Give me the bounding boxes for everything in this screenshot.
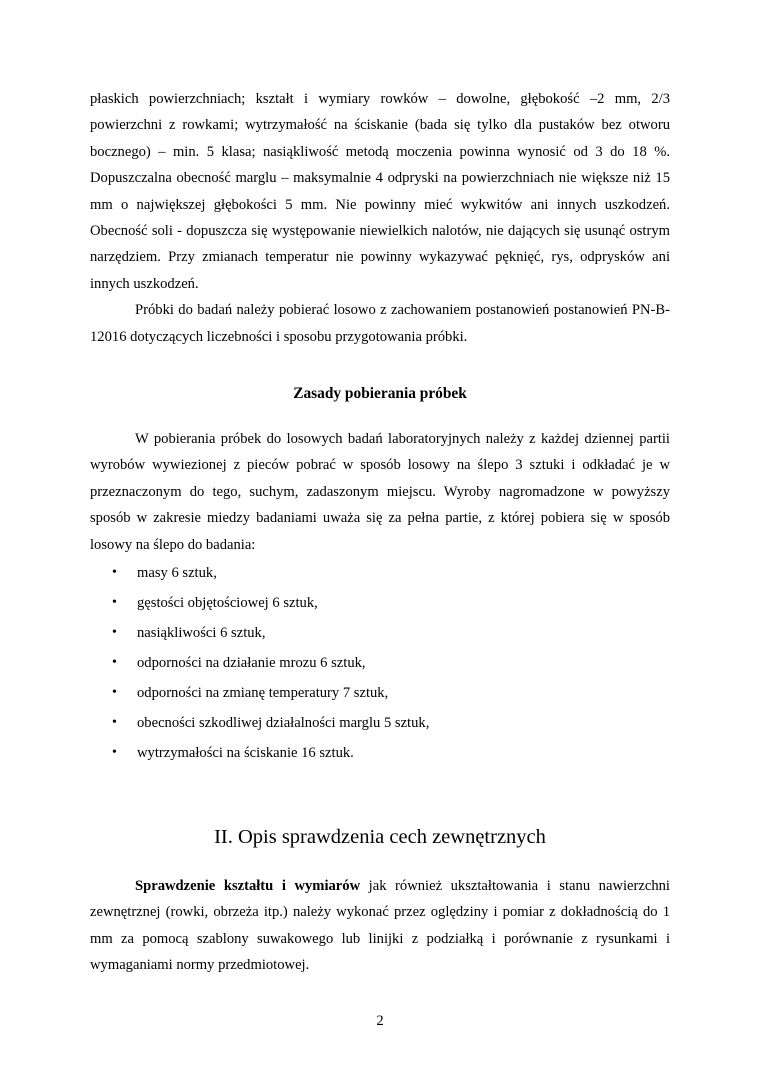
bullet-icon: • xyxy=(112,565,117,580)
bullet-icon: • xyxy=(112,625,117,640)
list-item: • nasiąkliwości 6 sztuk, xyxy=(90,620,650,650)
list-item: • obecności szkodliwej działalności marglu 5 sztuk, xyxy=(90,710,650,740)
list-item: • odporności na działanie mrozu 6 sztuk, xyxy=(90,650,650,680)
paragraph-shape-dimensions-text: jak również ukształtowania i stanu nawierzchni zewnętrznej (rowki, obrzeża itp.) należy wykonać przez oględziny i pomiar z dokładnością do 1 mm za pomocą szablony suwakowego lub linijki z podziałką i porównanie z rysunkami i wymaganiami normy przedmiotowej. xyxy=(90,878,670,974)
heading-section-2: II. Opis sprawdzenia cech zewnętrznych xyxy=(214,826,546,848)
paragraph-material-requirements: płaskich powierzchniach; kształt i wymiary rowków – dowolne, głębokość –2 mm, 2/3 powierzchni z rowkami; wytrzymałość na ściskanie (bada się tylko dla pustaków bez otworu bocznego) – min. 5 klasa; nasiąkliwość metodą moczenia powinna wynosić od 3 do 18 %. Dopuszczalna obecność marglu – maksymalnie 4 odpryski na powierzchniach nie większe niż 15 mm o największej głębokości 5 mm. Nie powinny mieć wykwitów ani innych uszkodzeń. Obecność soli - dopuszcza się występowanie niewielkich nalotów, nie dających się usunąć ostrym narzędziem. Przy zmianach temperatur nie powinny wykazywać pęknięć, rys, odprysków ani innych uszkodzeń. xyxy=(90,91,670,292)
page-number: 2 xyxy=(376,1013,384,1029)
paragraph-block-2 xyxy=(90,426,670,558)
bullet-icon: • xyxy=(112,655,117,670)
paragraph-shape-dimensions xyxy=(90,873,670,979)
bullet-icon: • xyxy=(112,715,117,730)
list-item: • masy 6 sztuk, xyxy=(90,560,650,590)
list-item: • wytrzymałości na ściskanie 16 sztuk. xyxy=(90,740,650,770)
list-item: • gęstości objętościowej 6 sztuk, xyxy=(90,590,650,620)
list-item: • odporności na zmianę temperatury 7 sztuk, xyxy=(90,680,650,710)
bold-lead-phrase: Sprawdzenie kształtu i wymiarów xyxy=(135,878,361,894)
paragraph-sampling-norm: Próbki do badań należy pobierać losowo z zachowaniem postanowień postanowień PN-B-12016 dotyczących liczebności i sposobu przygotowania próbki. xyxy=(90,302,670,345)
bullet-icon: • xyxy=(112,685,117,700)
paragraph-block-1 xyxy=(90,86,670,350)
bullet-icon: • xyxy=(112,595,117,610)
paragraph-sampling-procedure: W pobierania próbek do losowych badań laboratoryjnych należy z każdej dziennej partii wyrobów wywiezionej z pieców pobrać w sposób losowy na ślepo 3 sztuki i odkładać je w przeznaczonym do tego, suchym, zadaszonym miejscu. Wyroby nagromadzone w powyższy sposób w zakresie miedzy badaniami uważa się za pełna partie, z której pobiera się w sposób losowy na ślepo do badania: xyxy=(90,431,670,553)
sample-count-list xyxy=(90,560,650,770)
heading-sampling-rules: Zasady pobierania próbek xyxy=(293,385,467,402)
bullet-icon: • xyxy=(112,745,117,760)
paragraph-block-3 xyxy=(90,873,670,979)
